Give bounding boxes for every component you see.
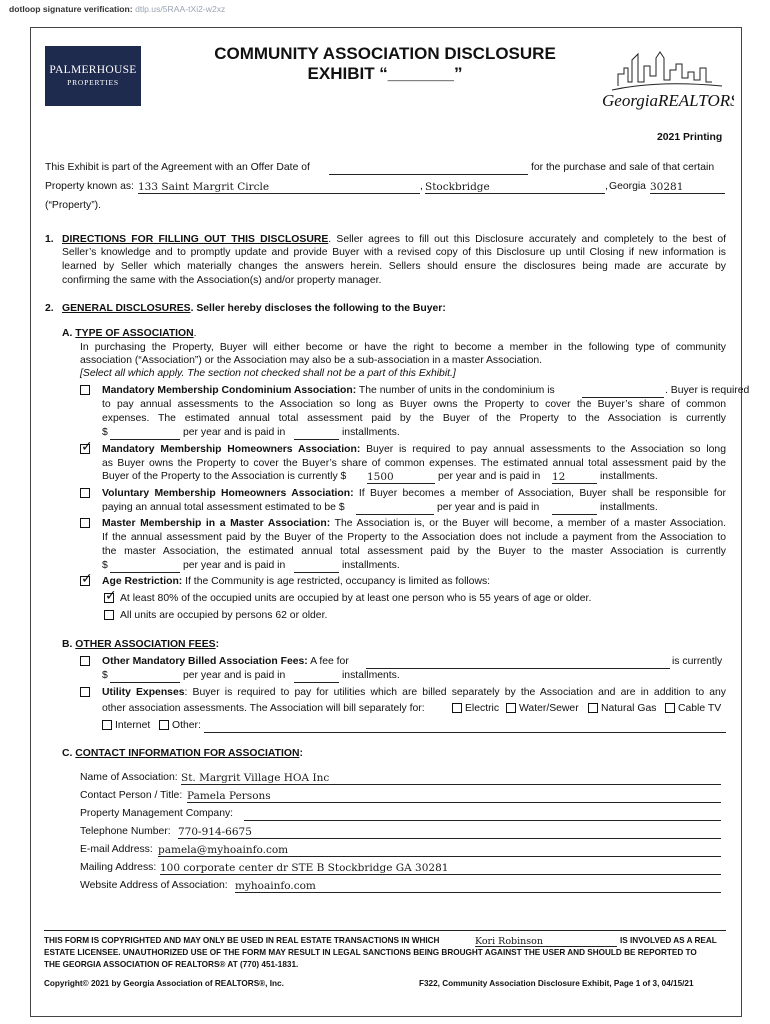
s1-line3: learned by Seller which materially changes the answers herein. Sellers should ensure the disclosures being made are accurate by <box>62 261 726 272</box>
footer-line1a: THIS FORM IS COPYRIGHTED AND MAY ONLY BE USED IN REAL ESTATE TRANSACTIONS IN WHICH <box>44 936 440 945</box>
voluntary-checkbox[interactable] <box>80 488 90 498</box>
a-line3: [Select all which apply. The section not checked shall not be a part of this Exhibit.] <box>80 368 456 379</box>
s1-number: 1. <box>45 234 54 245</box>
check-icon: ✓ <box>105 588 117 604</box>
master-amount-field[interactable] <box>110 560 180 573</box>
contact-field[interactable] <box>187 790 721 803</box>
s2-heading: GENERAL DISCLOSURES <box>62 303 191 314</box>
mailing-label: Mailing Address: <box>80 862 157 873</box>
offer-date-field[interactable] <box>329 162 528 175</box>
skyline-icon <box>598 46 734 114</box>
email-value: pamela@myhoainfo.com <box>158 844 289 856</box>
other-utility-field[interactable] <box>204 720 726 733</box>
voluntary-line1: Voluntary Membership Homeowners Association: If Buyer becomes a member of Association, Buyer shall be responsible for <box>102 488 727 499</box>
other-fees-dollar: $ <box>102 670 108 681</box>
master-dollar: $ <box>102 560 108 571</box>
dotloop-link[interactable]: dtlp.us/5RAA-tXi2-w2xz <box>135 4 226 14</box>
electric-label: Electric <box>465 703 500 714</box>
internet-checkbox[interactable] <box>102 720 112 730</box>
c-heading: CONTACT INFORMATION FOR ASSOCIATION <box>75 748 300 759</box>
footer-line3: THE GEORGIA ASSOCIATION OF REALTORS® AT (770) 451-1831. <box>44 960 299 969</box>
master-line2: If the annual assessment paid by the Buyer of the Property to the Association does not include a payment from the Association to <box>102 532 726 543</box>
check-icon: ✓ <box>81 571 93 587</box>
a-line1: In purchasing the Property, Buyer will either become or have the right to become a member in the following type of community <box>80 342 726 353</box>
age80-checkbox[interactable] <box>104 588 117 604</box>
hoa-installments-label: installments. <box>600 471 658 482</box>
dotloop-label: dotloop signature verification: <box>9 4 133 14</box>
other-fee-for-field[interactable] <box>366 656 670 669</box>
age80-label: At least 80% of the occupied units are occupied by at least one person who is 55 years of age or older. <box>120 593 592 604</box>
a-heading: TYPE OF ASSOCIATION <box>75 328 194 339</box>
mgmt-label: Property Management Company: <box>80 808 234 819</box>
age62-label: All units are occupied by persons 62 or older. <box>120 610 328 621</box>
s1-line4: confirming the same with the Association(s) and/or property manager. <box>62 275 382 286</box>
master-line3: the master Association, the estimated annual total assessment paid by the Buyer to the master Association is currently <box>102 546 726 557</box>
assoc-name-value: St. Margrit Village HOA Inc <box>181 772 330 784</box>
hoa-line3: Buyer of the Property to the Association is currently $ <box>102 471 347 482</box>
hoa-amount-value: 1500 <box>367 471 394 483</box>
age-checkbox[interactable] <box>80 571 93 587</box>
condo-checkbox[interactable] <box>80 385 90 395</box>
website-label: Website Address of Association: <box>80 880 228 891</box>
condo-line1: Mandatory Membership Condominium Association: The number of units in the condominium is <box>102 385 555 396</box>
b-heading-line: B. OTHER ASSOCIATION FEES: <box>62 639 220 650</box>
internet-label: Internet <box>115 720 151 731</box>
s2-number: 2. <box>45 303 54 314</box>
georgia-realtors-text: GeorgiaREALTORS <box>602 91 734 110</box>
condo-paid-in: per year and is paid in <box>183 427 286 438</box>
age-line1: Age Restriction: If the Community is age restricted, occupancy is limited as follows: <box>102 576 491 587</box>
utility-line2: other association assessments. The Association will bill separately for: <box>102 703 425 714</box>
master-paid-in: per year and is paid in <box>183 560 286 571</box>
dotloop-verification <box>9 4 225 14</box>
condo-units-field[interactable] <box>582 385 664 398</box>
footer-divider <box>44 930 726 931</box>
hoa-checkbox[interactable] <box>80 439 93 455</box>
other-fees-installments-field[interactable] <box>294 670 339 683</box>
check-icon: ✓ <box>81 439 93 455</box>
s1-heading: DIRECTIONS FOR FILLING OUT THIS DISCLOSURE <box>62 234 329 245</box>
printing-year: 2021 Printing <box>657 132 723 143</box>
other-fees-line1: Other Mandatory Billed Association Fees: A fee for <box>102 656 349 667</box>
condo-dollar: $ <box>102 427 108 438</box>
condo-amount-field[interactable] <box>110 427 180 440</box>
other-utility-checkbox[interactable] <box>159 720 169 730</box>
city-field[interactable] <box>425 181 605 194</box>
assoc-name-field[interactable] <box>181 772 721 785</box>
a-line2: association (“Association”) or the Association may also be a sub-association in a master Association. <box>80 355 543 366</box>
zip-value: 30281 <box>650 181 684 193</box>
voluntary-installments-label: installments. <box>600 502 658 513</box>
condo-line3: expenses. The estimated annual total assessment paid by the Buyer of the Property to the Association is currently <box>102 413 726 424</box>
hoa-line2: as Buyer owns the Property to cover the Buyer’s share of common expenses. The estimated annual total assessment paid by the <box>102 458 726 469</box>
s1-line2: Seller’s knowledge and to promptly update and provide Buyer with a revised copy of this Disclosure up until Closing if new information is <box>62 247 726 258</box>
b-heading: OTHER ASSOCIATION FEES <box>75 639 216 650</box>
footer-copyright: Copyright© 2021 by Georgia Association of REALTORS®, Inc. <box>44 979 284 988</box>
email-label: E-mail Address: <box>80 844 153 855</box>
property-label: Property known as: <box>45 181 134 192</box>
condo-installments-field[interactable] <box>294 427 339 440</box>
voluntary-paid-in: per year and is paid in <box>437 502 540 513</box>
c-heading-line: C. CONTACT INFORMATION FOR ASSOCIATION: <box>62 748 303 759</box>
footer-line1b: IS INVOLVED AS A REAL <box>620 936 717 945</box>
cable-tv-label: Cable TV <box>678 703 722 714</box>
phone-label: Telephone Number: <box>80 826 171 837</box>
s2-line: GENERAL DISCLOSURES. Seller hereby discloses the following to the Buyer: <box>62 303 446 314</box>
intro-text-2: for the purchase and sale of that certain <box>531 162 715 173</box>
other-utility-label: Other: <box>172 720 201 731</box>
other-fees-currently: is currently <box>672 656 723 667</box>
hoa-installments-field[interactable] <box>552 471 597 484</box>
utility-line1: Utility Expenses: Buyer is required to pay for utilities which are billed separately by the Association and are in addition to any <box>102 687 726 698</box>
mailing-field[interactable] <box>160 862 721 875</box>
georgia-realtors-logo <box>598 46 734 114</box>
phone-value: 770-914-6675 <box>178 826 252 838</box>
property-word: (“Property”). <box>45 200 101 211</box>
licensee-field[interactable] <box>475 936 617 947</box>
footer-form-id: F322, Community Association Disclosure Exhibit, Page 1 of 3, 04/15/21 <box>419 979 694 988</box>
licensee-value: Kori Robinson <box>475 936 543 947</box>
master-installments-field[interactable] <box>294 560 339 573</box>
email-field[interactable] <box>158 844 721 857</box>
palmerhouse-logo: PALMERHOUSE PROPERTIES <box>45 46 141 106</box>
cable-tv-checkbox[interactable] <box>665 703 675 713</box>
age62-checkbox[interactable] <box>104 610 114 620</box>
water-sewer-label: Water/Sewer <box>519 703 579 714</box>
mgmt-field[interactable] <box>244 808 721 821</box>
natural-gas-checkbox[interactable] <box>588 703 598 713</box>
hoa-amount-field[interactable] <box>367 471 435 484</box>
s1-line1: DIRECTIONS FOR FILLING OUT THIS DISCLOSURE. Seller agrees to fill out this Disclosure accurately and completely to the best of <box>62 234 727 245</box>
condo-installments-label: installments. <box>342 427 400 438</box>
intro-text-1: This Exhibit is part of the Agreement with an Offer Date of <box>45 162 310 173</box>
state-label: Georgia <box>609 181 646 192</box>
condo-line1-end: . Buyer is required <box>665 385 750 396</box>
utility-checkbox[interactable] <box>80 687 90 697</box>
assoc-name-label: Name of Association: <box>80 772 178 783</box>
city-value: Stockbridge <box>425 181 490 193</box>
master-line1: Master Membership in a Master Association: The Association is, or the Buyer will become, a member of a master Association. <box>102 518 726 529</box>
form-title: COMMUNITY ASSOCIATION DISCLOSURE EXHIBIT “_______” <box>214 44 556 83</box>
footer-line2: ESTATE LICENSEE. UNAUTHORIZED USE OF THE FORM MAY RESULT IN LEGAL SANCTIONS BEING BROUGHT AGAINST THE USER AND SHOULD BE REPORTED TO <box>44 948 697 957</box>
zip-field[interactable] <box>650 181 725 194</box>
electric-checkbox[interactable] <box>452 703 462 713</box>
water-sewer-checkbox[interactable] <box>506 703 516 713</box>
contact-value: Pamela Persons <box>187 790 271 802</box>
other-fees-installments-label: installments. <box>342 670 400 681</box>
mailing-value: 100 corporate center dr STE B Stockbridge GA 30281 <box>160 862 449 874</box>
property-address-value: 133 Saint Margrit Circle <box>138 181 270 193</box>
master-checkbox[interactable] <box>80 518 90 528</box>
website-field[interactable] <box>235 880 721 893</box>
contact-label: Contact Person / Title: <box>80 790 183 801</box>
other-fees-amount-field[interactable] <box>110 670 180 683</box>
property-address-field[interactable] <box>138 181 420 194</box>
voluntary-installments-field[interactable] <box>552 502 597 515</box>
other-fees-paid-in: per year and is paid in <box>183 670 286 681</box>
voluntary-amount-field[interactable] <box>356 502 434 515</box>
hoa-installments-value: 12 <box>552 471 566 483</box>
a-heading-line: A. TYPE OF ASSOCIATION. <box>62 328 197 339</box>
hoa-line1: Mandatory Membership Homeowners Association: Buyer is required to pay annual assessments to the Association so long <box>102 444 726 455</box>
website-value: myhoainfo.com <box>235 880 316 892</box>
condo-line2: to pay annual assessments to the Association so long as Buyer owns the Property to cover the Buyer’s share of common <box>102 399 726 410</box>
phone-field[interactable] <box>178 826 721 839</box>
master-installments-label: installments. <box>342 560 400 571</box>
natural-gas-label: Natural Gas <box>601 703 657 714</box>
voluntary-line2: paying an annual total assessment estimated to be $ <box>102 502 345 513</box>
other-fees-checkbox[interactable] <box>80 656 90 666</box>
hoa-paid-in: per year and is paid in <box>438 471 541 482</box>
